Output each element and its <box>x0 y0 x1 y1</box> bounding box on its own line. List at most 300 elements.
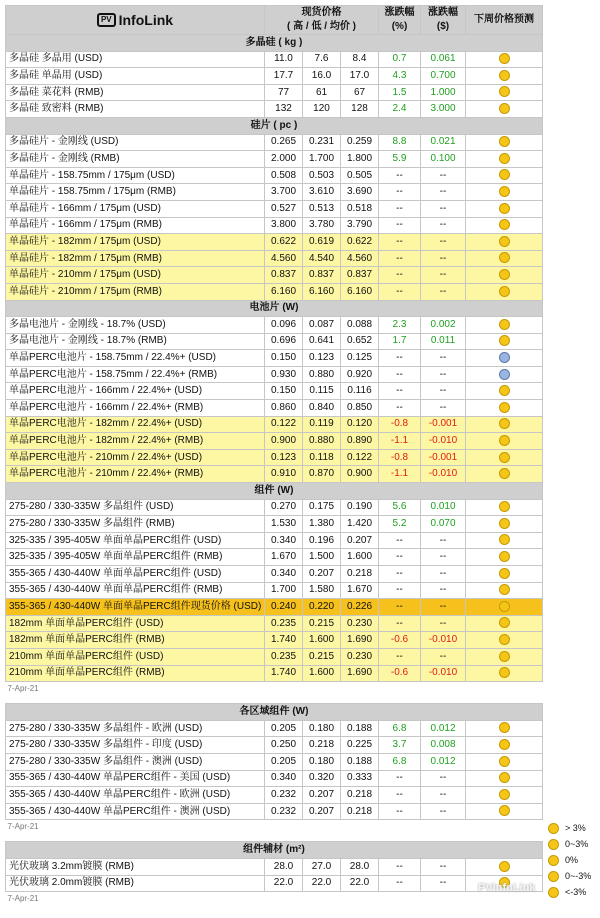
change-pct: -- <box>379 770 421 787</box>
table-row <box>6 333 543 350</box>
product-name: 多晶硅 单晶用 (USD) <box>6 68 265 85</box>
change-pct: -- <box>379 803 421 820</box>
forecast-cell <box>466 350 543 367</box>
price-low: 0.840 <box>303 400 341 417</box>
change-abs-title: 涨跌幅 <box>428 7 458 18</box>
price-avg: 0.218 <box>341 566 379 583</box>
price-high: 0.696 <box>265 333 303 350</box>
price-low: 4.540 <box>303 250 341 267</box>
product-name: 单晶PERC电池片 - 210mm / 22.4%+ (RMB) <box>6 466 265 483</box>
price-avg: 3.690 <box>341 184 379 201</box>
change-abs: 0.061 <box>421 51 466 68</box>
date-label: 7-Apr-21 <box>7 822 39 832</box>
table-row <box>6 787 543 804</box>
forecast-cell <box>466 549 543 566</box>
table-row <box>6 466 543 483</box>
product-name: 275-280 / 330-335W 多晶组件 (USD) <box>6 499 265 516</box>
change-pct: 3.7 <box>379 737 421 754</box>
smiling-face-icon <box>499 789 510 800</box>
smiling-face-icon <box>499 452 510 463</box>
change-pct: 1.7 <box>379 333 421 350</box>
forecast-cell <box>466 383 543 400</box>
product-name: 单晶PERC电池片 - 210mm / 22.4%+ (USD) <box>6 449 265 466</box>
section-header <box>6 35 543 52</box>
price-avg: 0.652 <box>341 333 379 350</box>
spot-price-header <box>265 6 379 35</box>
change-abs: -- <box>421 184 466 201</box>
change-abs: -- <box>421 615 466 632</box>
smiling-face-icon <box>499 153 510 164</box>
product-name: 单晶PERC电池片 - 182mm / 22.4%+ (USD) <box>6 416 265 433</box>
change-abs: -- <box>421 366 466 383</box>
price-avg: 0.505 <box>341 167 379 184</box>
price-high: 0.910 <box>265 466 303 483</box>
price-avg: 1.690 <box>341 632 379 649</box>
smiling-face-icon <box>499 651 510 662</box>
price-high: 0.622 <box>265 234 303 251</box>
price-avg: 0.116 <box>341 383 379 400</box>
price-low: 0.870 <box>303 466 341 483</box>
forecast-cell <box>466 648 543 665</box>
smiling-face-icon <box>499 667 510 678</box>
price-high: 22.0 <box>265 875 303 892</box>
change-abs: -0.010 <box>421 466 466 483</box>
change-abs: -0.001 <box>421 416 466 433</box>
price-high: 0.235 <box>265 648 303 665</box>
product-name: 单晶硅片 - 166mm / 175μm (RMB) <box>6 217 265 234</box>
change-pct-header <box>379 6 421 35</box>
smiling-face-icon <box>499 601 510 612</box>
change-pct: -- <box>379 400 421 417</box>
table-row <box>6 858 543 875</box>
product-name: 单晶硅片 - 210mm / 175μm (RMB) <box>6 283 265 300</box>
change-abs: -0.010 <box>421 665 466 682</box>
smiling-face-icon <box>499 335 510 346</box>
price-low: 1.600 <box>303 665 341 682</box>
table-row <box>6 184 543 201</box>
price-low: 0.880 <box>303 433 341 450</box>
price-table <box>5 5 543 906</box>
change-pct: -- <box>379 250 421 267</box>
price-low: 0.207 <box>303 566 341 583</box>
change-abs: -- <box>421 875 466 892</box>
change-abs: -- <box>421 267 466 284</box>
smiling-face-icon <box>499 756 510 767</box>
forecast-cell <box>466 366 543 383</box>
forecast-cell <box>466 770 543 787</box>
price-low: 3.780 <box>303 217 341 234</box>
legend-label: > 3% <box>565 823 586 833</box>
product-name: 210mm 单面单晶PERC组件 (USD) <box>6 648 265 665</box>
change-pct: -- <box>379 267 421 284</box>
table-row <box>6 433 543 450</box>
price-low: 6.160 <box>303 283 341 300</box>
price-high: 0.508 <box>265 167 303 184</box>
change-pct: -- <box>379 566 421 583</box>
forecast-cell <box>466 599 543 616</box>
change-pct: -- <box>379 283 421 300</box>
forecast-cell <box>466 101 543 118</box>
change-pct: 5.2 <box>379 516 421 533</box>
price-high: 0.860 <box>265 400 303 417</box>
price-avg: 3.790 <box>341 217 379 234</box>
price-avg: 0.125 <box>341 350 379 367</box>
change-abs: -- <box>421 787 466 804</box>
price-low: 0.115 <box>303 383 341 400</box>
section-header <box>6 483 543 500</box>
product-name: 275-280 / 330-335W 多晶组件 - 欧洲 (USD) <box>6 720 265 737</box>
change-abs-unit: ($) <box>436 21 450 32</box>
section-title: 组件 (W) <box>6 483 543 500</box>
product-name: 多晶电池片 - 金刚线 - 18.7% (USD) <box>6 317 265 334</box>
price-avg: 1.600 <box>341 549 379 566</box>
table-row <box>6 350 543 367</box>
smiling-face-icon <box>499 518 510 529</box>
change-abs: 1.000 <box>421 84 466 101</box>
change-abs: 0.070 <box>421 516 466 533</box>
date-row <box>6 682 543 697</box>
price-avg: 1.800 <box>341 151 379 168</box>
price-low: 0.513 <box>303 200 341 217</box>
legend-item <box>548 884 600 900</box>
smiling-face-icon <box>499 86 510 97</box>
change-pct: -- <box>379 648 421 665</box>
change-abs: -- <box>421 234 466 251</box>
forecast-cell <box>466 200 543 217</box>
smiling-face-icon <box>499 634 510 645</box>
price-low: 27.0 <box>303 858 341 875</box>
legend-label: 0% <box>565 855 579 865</box>
forecast-cell <box>466 449 543 466</box>
product-name: 多晶电池片 - 金刚线 - 18.7% (RMB) <box>6 333 265 350</box>
price-high: 0.340 <box>265 532 303 549</box>
product-name: 355-365 / 430-440W 单晶PERC组件 - 欧洲 (USD) <box>6 787 265 804</box>
change-abs: 0.012 <box>421 753 466 770</box>
price-low: 0.320 <box>303 770 341 787</box>
section-header-region <box>6 704 543 721</box>
price-avg: 22.0 <box>341 875 379 892</box>
forecast-cell <box>466 803 543 820</box>
change-pct: 8.8 <box>379 134 421 151</box>
smiling-face-icon <box>499 203 510 214</box>
change-abs: 0.002 <box>421 317 466 334</box>
table-row <box>6 615 543 632</box>
product-name: 210mm 单面单晶PERC组件 (RMB) <box>6 665 265 682</box>
price-high: 0.205 <box>265 753 303 770</box>
table-row <box>6 267 543 284</box>
price-high: 0.340 <box>265 770 303 787</box>
price-low: 0.175 <box>303 499 341 516</box>
price-high: 0.150 <box>265 350 303 367</box>
price-high: 1.740 <box>265 632 303 649</box>
change-pct: -- <box>379 875 421 892</box>
price-low: 1.580 <box>303 582 341 599</box>
section-title: 电池片 (W) <box>6 300 543 317</box>
price-low: 0.215 <box>303 615 341 632</box>
change-pct: 0.7 <box>379 51 421 68</box>
smiling-face-icon <box>499 103 510 114</box>
price-high: 17.7 <box>265 68 303 85</box>
smiling-face-icon <box>499 435 510 446</box>
price-avg: 1.690 <box>341 665 379 682</box>
price-avg: 1.670 <box>341 582 379 599</box>
change-abs: -- <box>421 217 466 234</box>
legend-label: <-3% <box>565 887 587 897</box>
product-name: 多晶硅片 - 金刚线 (USD) <box>6 134 265 151</box>
product-name: 多晶硅片 - 金刚线 (RMB) <box>6 151 265 168</box>
forecast-legend <box>548 820 600 900</box>
table-row <box>6 317 543 334</box>
price-low: 3.610 <box>303 184 341 201</box>
legend-label: 0~-3% <box>565 871 592 881</box>
price-avg: 67 <box>341 84 379 101</box>
date-label: 7-Apr-21 <box>7 894 39 904</box>
change-pct: 4.3 <box>379 68 421 85</box>
price-low: 0.123 <box>303 350 341 367</box>
price-avg: 4.560 <box>341 250 379 267</box>
legend-item <box>548 868 600 884</box>
forecast-cell <box>466 516 543 533</box>
legend-label: 0~3% <box>565 839 589 849</box>
change-pct: -- <box>379 787 421 804</box>
price-low: 0.503 <box>303 167 341 184</box>
price-high: 0.205 <box>265 720 303 737</box>
table-row <box>6 167 543 184</box>
change-abs: -- <box>421 648 466 665</box>
smiling-face-icon <box>499 551 510 562</box>
price-low: 120 <box>303 101 341 118</box>
price-low: 0.218 <box>303 737 341 754</box>
price-high: 28.0 <box>265 858 303 875</box>
smiling-face-icon <box>499 53 510 64</box>
forecast-cell <box>466 532 543 549</box>
smiling-face-icon <box>499 136 510 147</box>
product-name: 182mm 单面单晶PERC组件 (RMB) <box>6 632 265 649</box>
price-low: 0.220 <box>303 599 341 616</box>
smiling-face-icon <box>499 286 510 297</box>
product-name: 多晶硅 致密料 (RMB) <box>6 101 265 118</box>
price-low: 22.0 <box>303 875 341 892</box>
table-row <box>6 151 543 168</box>
smiling-face-icon <box>499 772 510 783</box>
price-low: 0.215 <box>303 648 341 665</box>
table-row <box>6 549 543 566</box>
table-row <box>6 532 543 549</box>
table-row <box>6 632 543 649</box>
change-pct: -0.6 <box>379 665 421 682</box>
price-low: 0.207 <box>303 803 341 820</box>
price-avg: 0.207 <box>341 532 379 549</box>
forecast-cell <box>466 234 543 251</box>
forecast-cell <box>466 466 543 483</box>
price-avg: 0.622 <box>341 234 379 251</box>
price-low: 0.119 <box>303 416 341 433</box>
price-avg: 0.218 <box>341 803 379 820</box>
change-pct: 2.3 <box>379 317 421 334</box>
price-low: 7.6 <box>303 51 341 68</box>
table-row <box>6 803 543 820</box>
change-pct: -- <box>379 234 421 251</box>
table-row <box>6 499 543 516</box>
change-pct: -0.6 <box>379 632 421 649</box>
change-abs: -0.010 <box>421 433 466 450</box>
change-abs: 0.008 <box>421 737 466 754</box>
table-row <box>6 234 543 251</box>
smiling-face-icon <box>499 418 510 429</box>
price-high: 3.800 <box>265 217 303 234</box>
table-row <box>6 737 543 754</box>
watermark: PVInfoLink <box>478 882 536 894</box>
change-pct: 5.9 <box>379 151 421 168</box>
face-icon <box>548 871 559 882</box>
product-name: 355-365 / 430-440W 单面单晶PERC组件 (USD) <box>6 566 265 583</box>
face-icon <box>548 887 559 898</box>
table-row <box>6 200 543 217</box>
spacer <box>6 834 543 842</box>
change-pct-title: 涨跌幅 <box>384 7 415 18</box>
price-avg: 0.920 <box>341 366 379 383</box>
forecast-cell <box>466 787 543 804</box>
product-name: 光伏玻璃 2.0mm镀膜 (RMB) <box>6 875 265 892</box>
section-title: 各区域组件 (W) <box>6 704 543 721</box>
date-label: 7-Apr-21 <box>7 684 39 694</box>
price-low: 0.207 <box>303 787 341 804</box>
table-row <box>6 101 543 118</box>
forecast-cell <box>466 632 543 649</box>
change-pct: 6.8 <box>379 720 421 737</box>
change-pct: -- <box>379 383 421 400</box>
price-high: 0.837 <box>265 267 303 284</box>
table-row <box>6 566 543 583</box>
table-row <box>6 134 543 151</box>
change-pct: 1.5 <box>379 84 421 101</box>
product-name: 单晶硅片 - 166mm / 175μm (USD) <box>6 200 265 217</box>
section-header <box>6 300 543 317</box>
price-avg: 0.837 <box>341 267 379 284</box>
section-header-aux <box>6 842 543 859</box>
legend-item <box>548 836 600 852</box>
price-high: 1.670 <box>265 549 303 566</box>
smiling-face-icon <box>499 617 510 628</box>
price-high: 0.232 <box>265 803 303 820</box>
price-avg: 0.088 <box>341 317 379 334</box>
table-row <box>6 582 543 599</box>
table-row <box>6 753 543 770</box>
product-name: 单晶硅片 - 182mm / 175μm (RMB) <box>6 250 265 267</box>
smiling-face-icon <box>499 468 510 479</box>
forecast-cell <box>466 184 543 201</box>
table-row <box>6 416 543 433</box>
product-name: 单晶PERC电池片 - 166mm / 22.4%+ (RMB) <box>6 400 265 417</box>
change-pct: -- <box>379 366 421 383</box>
price-low: 0.231 <box>303 134 341 151</box>
price-avg: 1.420 <box>341 516 379 533</box>
table-row <box>6 250 543 267</box>
change-pct: -- <box>379 217 421 234</box>
spacer <box>6 696 543 704</box>
change-abs: -- <box>421 383 466 400</box>
face-icon <box>548 855 559 866</box>
change-abs: -- <box>421 599 466 616</box>
smiling-face-icon <box>499 584 510 595</box>
table-row <box>6 875 543 892</box>
change-abs: -0.001 <box>421 449 466 466</box>
price-high: 3.700 <box>265 184 303 201</box>
change-pct: -- <box>379 167 421 184</box>
price-high: 0.232 <box>265 787 303 804</box>
legend-item <box>548 820 600 836</box>
change-abs: -- <box>421 283 466 300</box>
price-high: 2.000 <box>265 151 303 168</box>
price-avg: 17.0 <box>341 68 379 85</box>
table-row <box>6 449 543 466</box>
face-icon <box>548 839 559 850</box>
price-low: 0.837 <box>303 267 341 284</box>
product-name: 单晶PERC电池片 - 182mm / 22.4%+ (RMB) <box>6 433 265 450</box>
legend-item <box>548 852 600 868</box>
change-pct: -0.8 <box>379 449 421 466</box>
forecast-cell <box>466 151 543 168</box>
change-pct: -1.1 <box>379 433 421 450</box>
price-high: 0.123 <box>265 449 303 466</box>
section-title: 硅片 ( pc ) <box>6 117 543 134</box>
change-pct-unit: (%) <box>391 21 408 32</box>
forecast-cell <box>466 84 543 101</box>
price-high: 0.250 <box>265 737 303 754</box>
product-name: 355-365 / 430-440W 单晶PERC组件 - 澳洲 (USD) <box>6 803 265 820</box>
price-avg: 28.0 <box>341 858 379 875</box>
price-low: 0.196 <box>303 532 341 549</box>
change-abs-header <box>421 6 466 35</box>
change-pct: -- <box>379 599 421 616</box>
table-row <box>6 68 543 85</box>
table-row <box>6 516 543 533</box>
price-high: 0.340 <box>265 566 303 583</box>
product-name: 单晶硅片 - 210mm / 175μm (USD) <box>6 267 265 284</box>
logo-text: InfoLink <box>118 12 174 28</box>
change-pct: -- <box>379 184 421 201</box>
section-title: 多晶硅 ( kg ) <box>6 35 543 52</box>
forecast-cell <box>466 333 543 350</box>
price-low: 0.180 <box>303 720 341 737</box>
price-avg: 0.225 <box>341 737 379 754</box>
smiling-face-icon <box>499 70 510 81</box>
forecast-cell <box>466 134 543 151</box>
table-row <box>6 648 543 665</box>
price-high: 0.150 <box>265 383 303 400</box>
price-avg: 0.230 <box>341 615 379 632</box>
face-icon <box>548 823 559 834</box>
price-low: 1.700 <box>303 151 341 168</box>
change-abs: -- <box>421 803 466 820</box>
worried-face-icon <box>499 352 510 363</box>
price-low: 0.880 <box>303 366 341 383</box>
forecast-cell <box>466 753 543 770</box>
date-row <box>6 892 543 907</box>
forecast-cell <box>466 858 543 875</box>
change-pct: -- <box>379 549 421 566</box>
price-avg: 128 <box>341 101 379 118</box>
worried-face-icon <box>499 369 510 380</box>
smiling-face-icon <box>499 236 510 247</box>
price-high: 0.096 <box>265 317 303 334</box>
price-low: 1.600 <box>303 632 341 649</box>
smiling-face-icon <box>499 252 510 263</box>
change-abs: -- <box>421 167 466 184</box>
price-high: 1.530 <box>265 516 303 533</box>
change-abs: -0.010 <box>421 632 466 649</box>
price-avg: 0.226 <box>341 599 379 616</box>
